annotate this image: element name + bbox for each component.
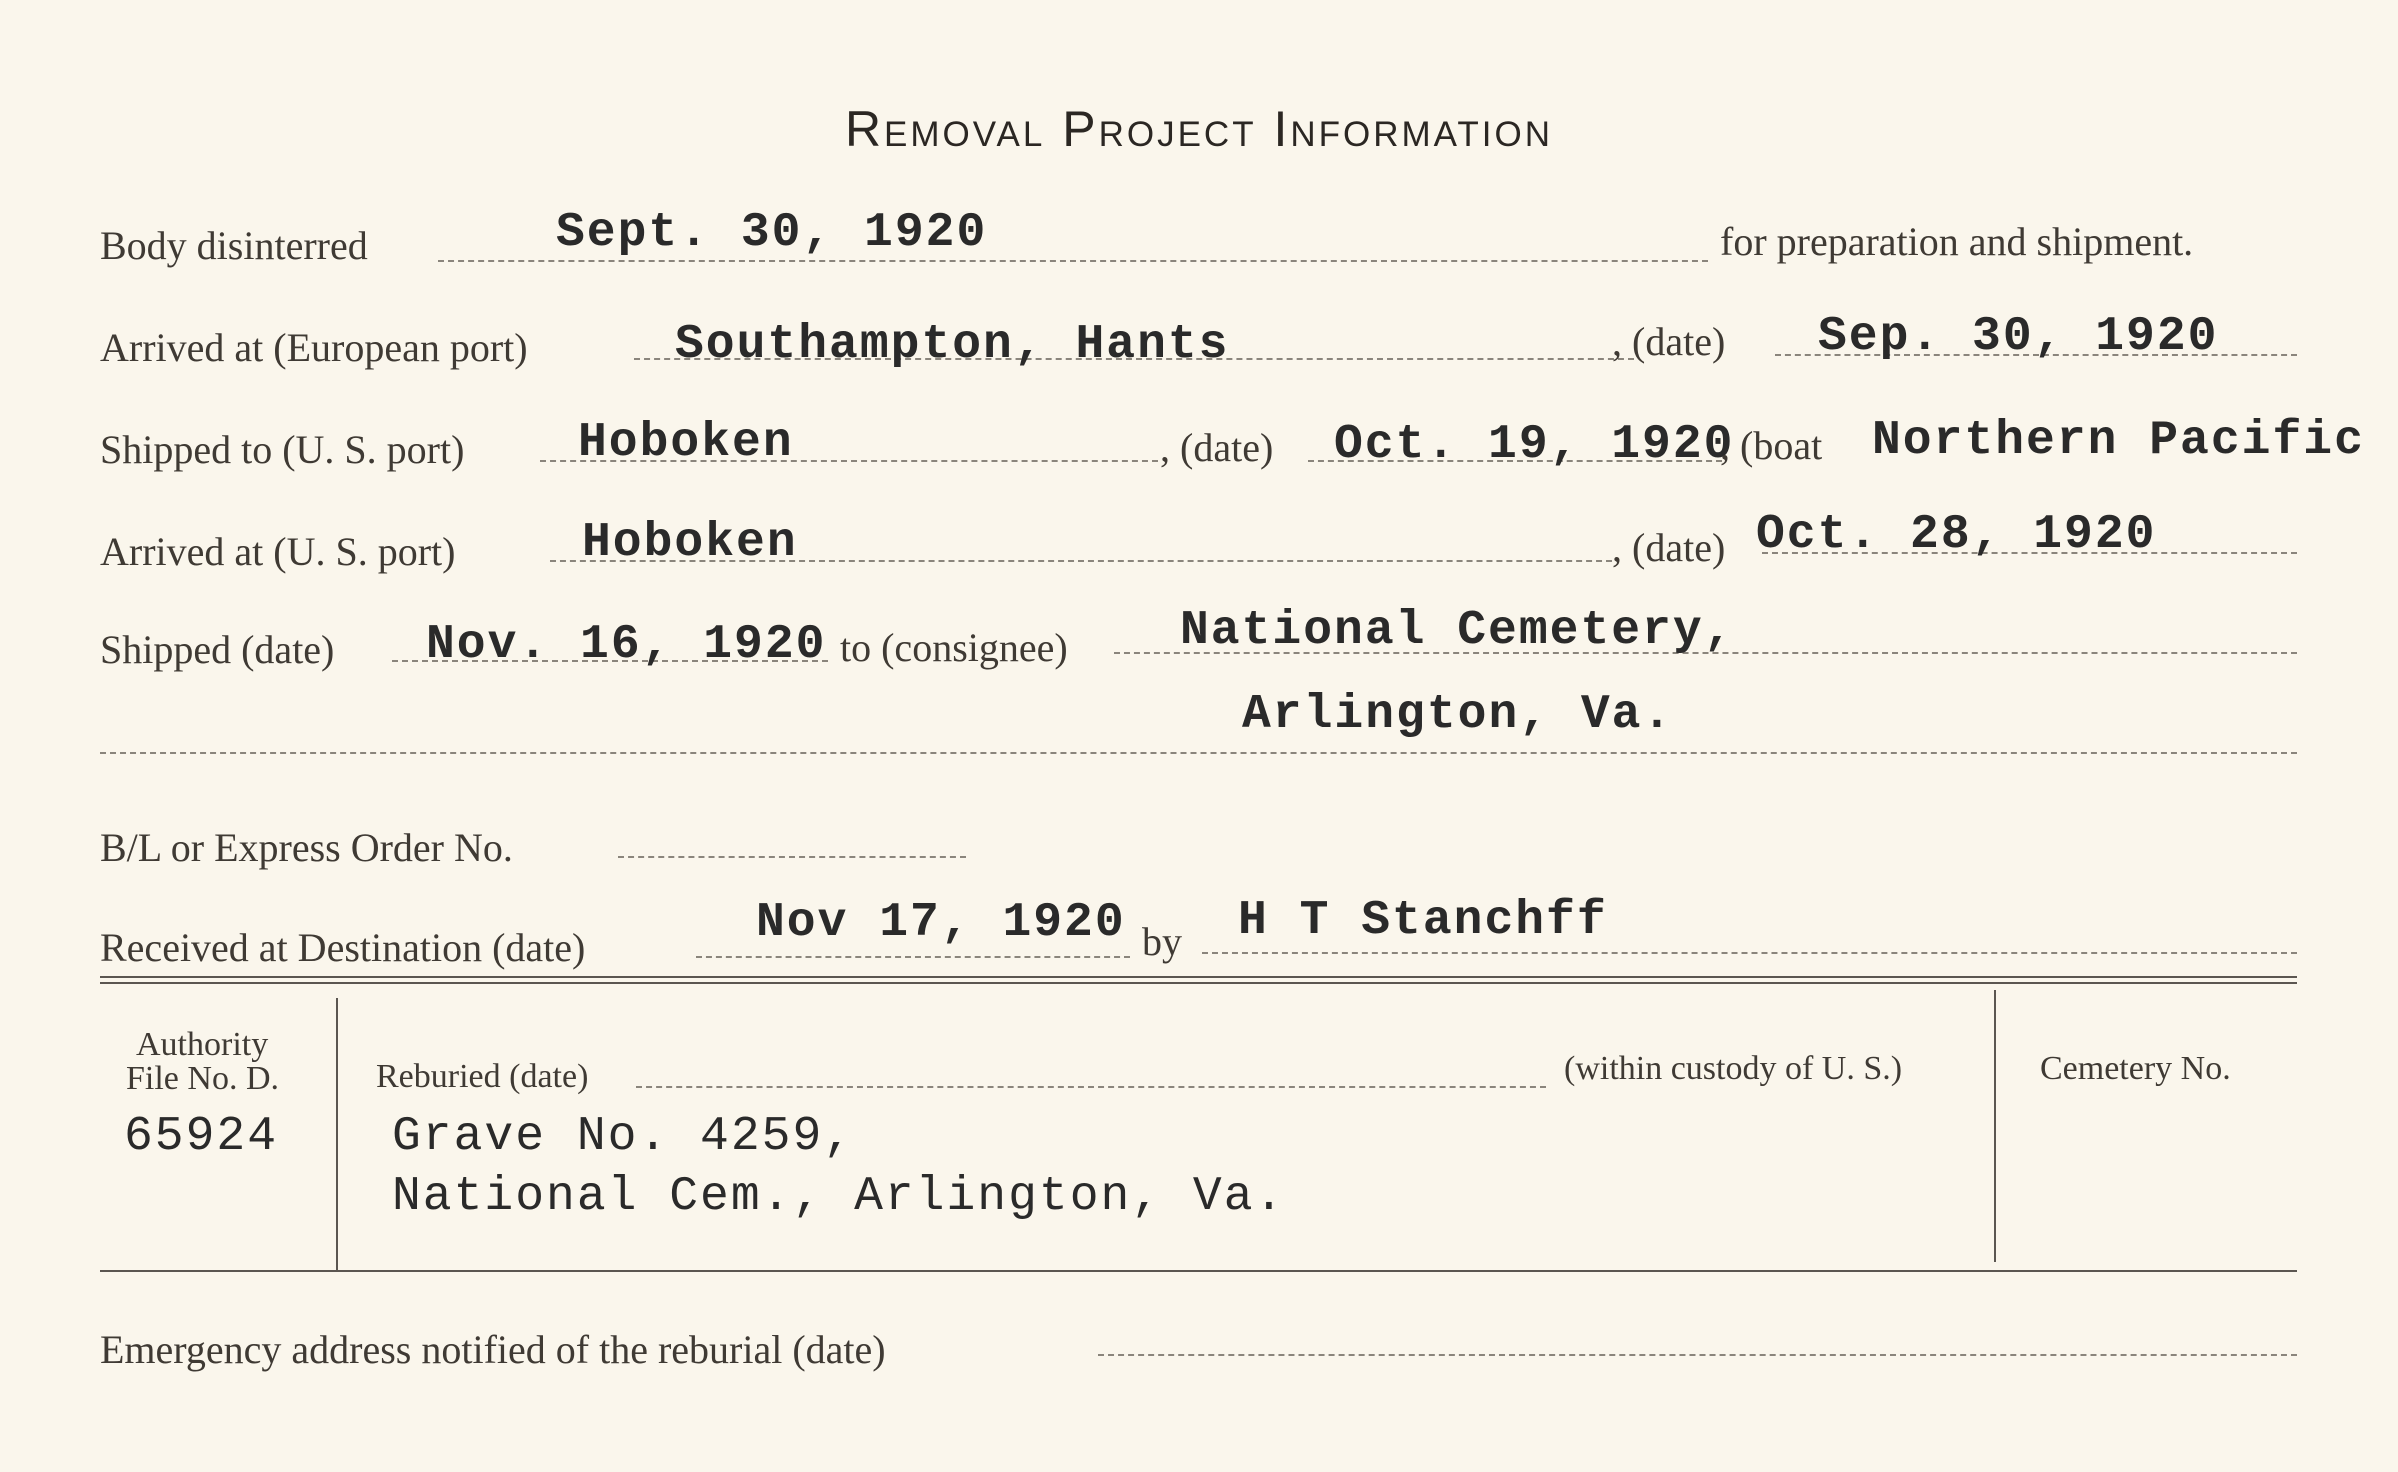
emergency-notified-label: Emergency address notified of the reburial (date) — [100, 1327, 886, 1372]
shipped-us-date-label: , (date) — [1160, 425, 1274, 470]
consignee-continuation-line — [100, 752, 2297, 754]
box-divider-right — [1994, 990, 1996, 1262]
arrived-european-port-label: Arrived at (European port) — [100, 325, 528, 370]
arrived-us-port-label: Arrived at (U. S. port) — [100, 529, 456, 574]
arrived-us-date-value: Oct. 28, 1920 — [1756, 508, 2157, 562]
consignee-line2-value: Arlington, Va. — [1242, 688, 1674, 742]
reburial-line1-value: Grave No. 4259, — [392, 1110, 855, 1164]
shipped-us-date-value: Oct. 19, 1920 — [1334, 418, 1735, 472]
disinterred-date-value: Sept. 30, 1920 — [556, 206, 988, 260]
body-disinterred-line — [438, 260, 1708, 262]
authority-label-line2: File No. D. — [126, 1060, 279, 1097]
bl-express-order-label: B/L or Express Order No. — [100, 825, 513, 870]
consignee-label: to (consignee) — [840, 625, 1068, 670]
authority-label-line1: Authority — [136, 1026, 269, 1063]
box-bottom-border — [100, 1270, 2297, 1272]
european-port-value: Southampton, Hants — [675, 318, 1230, 372]
box-divider-left — [336, 998, 338, 1270]
received-date-value: Nov 17, 1920 — [756, 896, 1126, 950]
shipped-us-port-value: Hoboken — [578, 416, 794, 470]
european-date-label: , (date) — [1612, 319, 1726, 364]
emergency-notified-line — [1098, 1354, 2297, 1356]
body-disinterred-label: Body disinterred — [100, 223, 368, 268]
received-destination-label: Received at Destination (date) — [100, 925, 586, 970]
shipped-us-port-label: Shipped to (U. S. port) — [100, 427, 465, 472]
page-title: Removal Project Information — [844, 101, 1554, 157]
shipped-date-label: Shipped (date) — [100, 627, 335, 672]
within-custody-label: (within custody of U. S.) — [1564, 1050, 1903, 1087]
received-by-line — [1202, 952, 2297, 954]
arrived-us-port-value: Hoboken — [582, 516, 798, 570]
boat-value: Northern Pacific — [1872, 414, 2365, 468]
european-date-value: Sep. 30, 1920 — [1818, 310, 2219, 364]
consignee-line1-value: National Cemetery, — [1180, 604, 1735, 658]
preparation-shipment-label: for preparation and shipment. — [1720, 219, 2194, 264]
boat-label: , (boat — [1720, 423, 1823, 468]
received-date-line — [696, 956, 1130, 958]
bl-express-order-line — [618, 856, 966, 858]
cemetery-number-label: Cemetery No. — [2040, 1050, 2231, 1087]
reburial-line2-value: National Cem., Arlington, Va. — [392, 1170, 1286, 1224]
reburied-line — [636, 1086, 1546, 1088]
shipped-date-value: Nov. 16, 1920 — [426, 618, 827, 672]
reburied-label: Reburied (date) — [376, 1058, 589, 1095]
authority-file-number-value: 65924 — [124, 1110, 279, 1164]
received-by-value: H T Stanchff — [1238, 894, 1608, 948]
arrived-us-date-label: , (date) — [1612, 525, 1726, 570]
box-top-border — [100, 976, 2297, 984]
received-by-label: by — [1142, 919, 1182, 964]
